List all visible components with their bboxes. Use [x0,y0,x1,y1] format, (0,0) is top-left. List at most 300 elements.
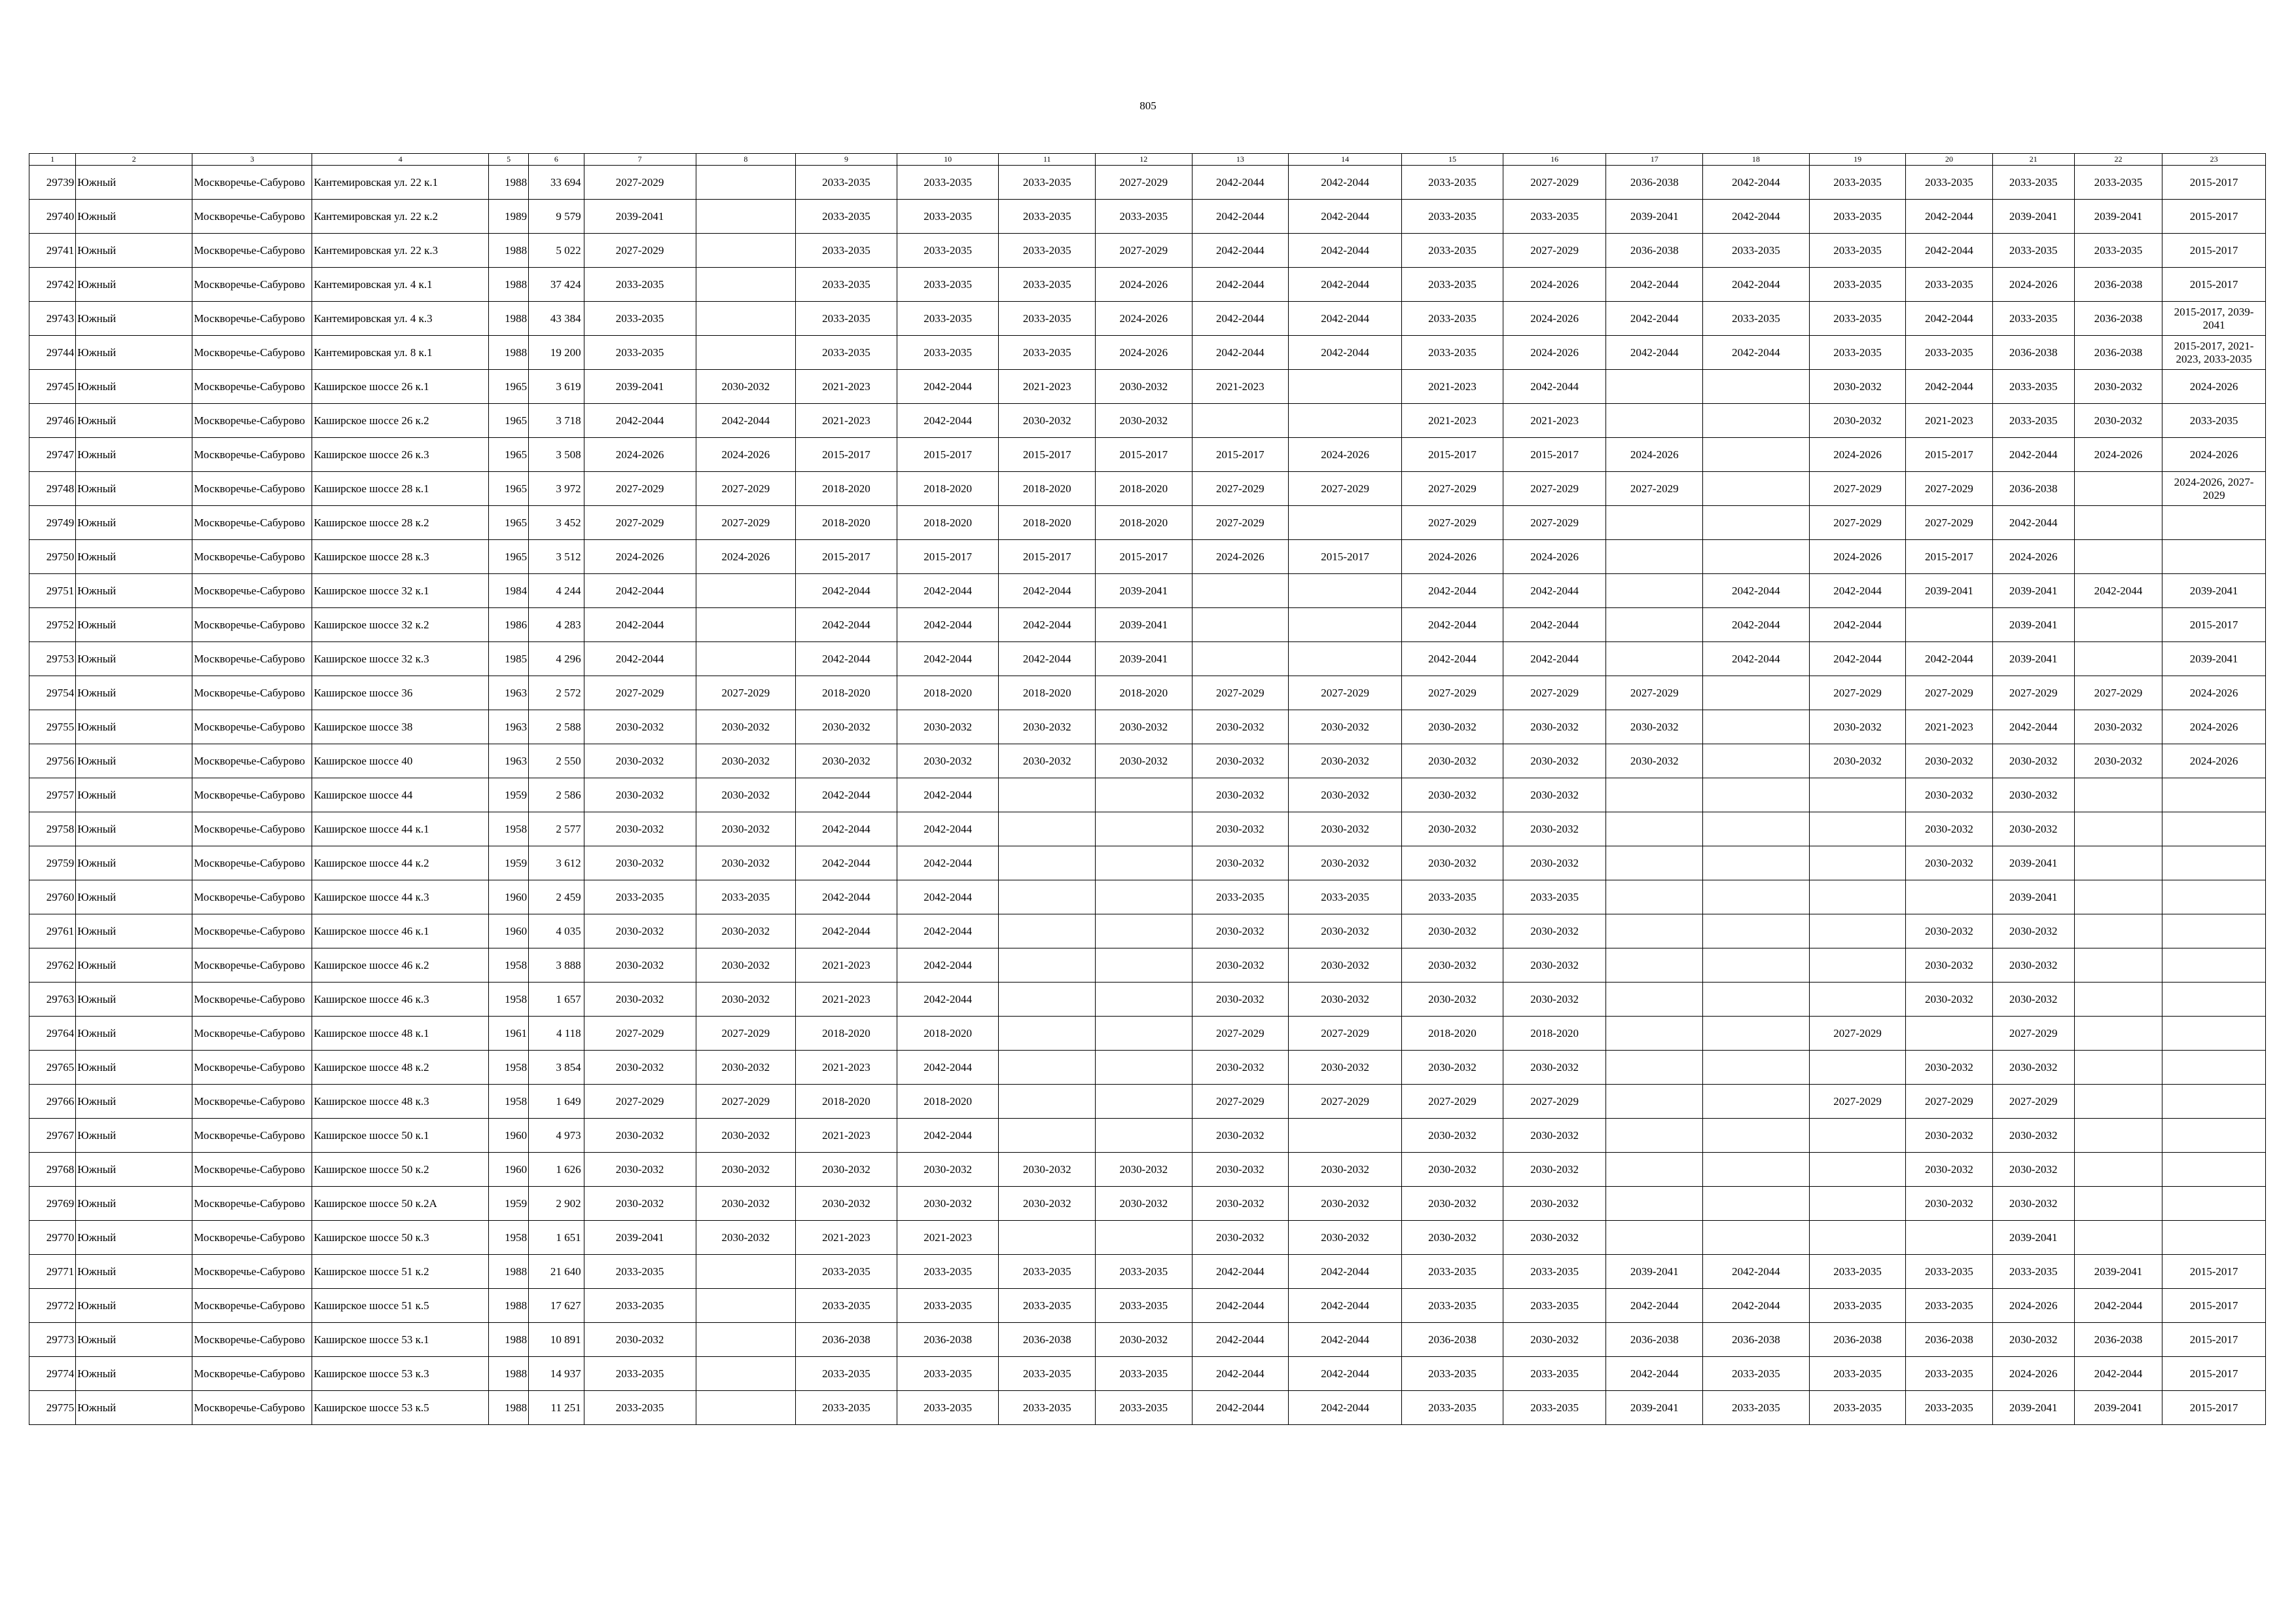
table-cell: 2015-2017 [2162,268,2266,302]
table-cell: 2042-2044 [1192,1323,1289,1357]
table-cell: 2042-2044 [999,642,1096,676]
table-cell: 1986 [489,608,529,642]
table-cell: 2042-2044 [1703,166,1810,200]
table-cell: 2033-2035 [1402,166,1503,200]
table-row [29,778,2266,812]
table-cell [696,1357,796,1391]
table-cell: Москворечье-Сабурово [192,1119,312,1153]
table-cell: 2042-2044 [897,1119,999,1153]
table-cell: 2033-2035 [1402,1289,1503,1323]
table-cell: 2030-2032 [1289,948,1402,983]
table-cell: Москворечье-Сабурово [192,302,312,336]
table-cell [1606,880,1703,914]
table-cell: 2042-2044 [584,574,696,608]
table-cell: 2030-2032 [1503,914,1606,948]
table-cell: 2 459 [529,880,584,914]
table-cell: 2015-2017 [1289,540,1402,574]
table-cell: 29770 [29,1221,76,1255]
table-cell: 2030-2032 [1503,744,1606,778]
table-row [29,166,2266,200]
table-cell [2162,1187,2266,1221]
table-cell: 2030-2032 [1192,710,1289,744]
table-cell: Москворечье-Сабурово [192,1323,312,1357]
table-cell: Москворечье-Сабурово [192,812,312,846]
table-cell: 2033-2035 [897,234,999,268]
table-cell: 2030-2032 [1503,1153,1606,1187]
table-cell: 2024-2026 [1606,438,1703,472]
column-number-header: 12 [1096,154,1193,166]
table-cell: Южный [76,608,192,642]
table-cell: 2027-2029 [1503,676,1606,710]
table-cell [1703,1017,1810,1051]
table-row [29,506,2266,540]
table-cell [1606,1085,1703,1119]
table-cell: 37 424 [529,268,584,302]
table-cell: 2042-2044 [1992,438,2074,472]
table-cell [696,608,796,642]
table-cell: 2030-2032 [1402,1221,1503,1255]
table-cell: 1960 [489,914,529,948]
table-cell [1606,1051,1703,1085]
table-cell: 2030-2032 [999,744,1096,778]
table-cell: 2042-2044 [1906,200,1992,234]
table-cell: 2030-2032 [1289,812,1402,846]
table-cell: 11 251 [529,1391,584,1425]
table-cell: 3 619 [529,370,584,404]
table-cell: 2024-2026 [2162,438,2266,472]
table-cell: 2033-2035 [999,268,1096,302]
table-cell: 3 854 [529,1051,584,1085]
table-cell: 2018-2020 [897,1085,999,1119]
table-cell: Москворечье-Сабурово [192,540,312,574]
table-cell: 2042-2044 [796,846,897,880]
table-cell [2074,472,2162,506]
table-cell: 2 588 [529,710,584,744]
table-cell: 2030-2032 [1906,812,1992,846]
table-cell: 2024-2026 [1096,336,1193,370]
table-cell: 2039-2041 [1992,846,2074,880]
table-cell [696,302,796,336]
table-cell: 2030-2032 [1096,1187,1193,1221]
table-cell [2074,1153,2162,1187]
table-cell: Москворечье-Сабурово [192,744,312,778]
table-cell: 2033-2035 [1402,1255,1503,1289]
table-cell: Москворечье-Сабурово [192,1017,312,1051]
table-cell: Южный [76,676,192,710]
table-cell: 2030-2032 [696,710,796,744]
table-cell: 2033-2035 [1809,302,1906,336]
table-cell: 2027-2029 [1503,1085,1606,1119]
column-number-header: 4 [312,154,489,166]
table-row [29,948,2266,983]
table-cell: 2018-2020 [796,1085,897,1119]
table-cell: 2021-2023 [1402,404,1503,438]
table-cell [2074,778,2162,812]
table-cell: 2030-2032 [999,710,1096,744]
table-cell: 4 035 [529,914,584,948]
table-cell: 2030-2032 [1809,370,1906,404]
table-cell: 2033-2035 [2074,166,2162,200]
table-cell: 2042-2044 [897,846,999,880]
table-cell: Каширское шоссе 40 [312,744,489,778]
table-cell: 2027-2029 [1906,1085,1992,1119]
table-cell [1703,676,1810,710]
table-cell: 2042-2044 [1289,336,1402,370]
table-row [29,1085,2266,1119]
table-cell: 2036-2038 [2074,268,2162,302]
table-cell: 2027-2029 [1096,166,1193,200]
table-row [29,676,2266,710]
table-cell: 2042-2044 [897,983,999,1017]
table-cell: 2042-2044 [1606,302,1703,336]
table-cell: 2030-2032 [1503,948,1606,983]
table-cell: 29755 [29,710,76,744]
table-cell: Кантемировская ул. 22 к.2 [312,200,489,234]
table-cell: Москворечье-Сабурово [192,404,312,438]
table-body [29,166,2266,1425]
table-cell [1606,983,1703,1017]
table-cell: 2027-2029 [1809,472,1906,506]
table-cell: 2027-2029 [1809,506,1906,540]
table-cell: 2015-2017 [897,540,999,574]
table-cell: 2015-2017 [1192,438,1289,472]
table-cell: 2018-2020 [796,1017,897,1051]
table-cell: Москворечье-Сабурово [192,200,312,234]
table-cell: 19 200 [529,336,584,370]
table-cell: Каширское шоссе 44 [312,778,489,812]
table-cell: 2042-2044 [1906,302,1992,336]
table-cell: Кантемировская ул. 4 к.3 [312,302,489,336]
table-cell: 29757 [29,778,76,812]
table-cell: Южный [76,710,192,744]
table-cell: 2033-2035 [796,166,897,200]
table-cell: 2024-2026 [1096,268,1193,302]
column-number-header: 18 [1703,154,1810,166]
table-cell [1606,812,1703,846]
table-cell: 2042-2044 [999,574,1096,608]
table-cell: 2027-2029 [1503,506,1606,540]
table-cell: 2033-2035 [999,336,1096,370]
table-cell: 29768 [29,1153,76,1187]
table-row [29,472,2266,506]
table-cell [1606,404,1703,438]
table-cell: Южный [76,506,192,540]
column-number-header: 22 [2074,154,2162,166]
table-cell: 2027-2029 [584,472,696,506]
table-cell: 2039-2041 [1992,1221,2074,1255]
table-cell: 2027-2029 [1906,676,1992,710]
table-cell [696,642,796,676]
table-cell: 2030-2032 [1402,812,1503,846]
table-cell: 2042-2044 [1289,1357,1402,1391]
table-cell: 1958 [489,1085,529,1119]
table-cell: 2033-2035 [1703,302,1810,336]
table-cell: Москворечье-Сабурово [192,574,312,608]
table-cell [1096,983,1193,1017]
table-cell: 2024-2026 [1503,302,1606,336]
table-cell: 2033-2035 [1503,880,1606,914]
table-cell: Москворечье-Сабурово [192,268,312,302]
table-cell [1809,846,1906,880]
table-cell: 2024-2026 [1289,438,1402,472]
table-cell: 4 283 [529,608,584,642]
table-cell: 2024-2026 [584,540,696,574]
table-cell: 2033-2035 [696,880,796,914]
table-cell: 2033-2035 [1809,1289,1906,1323]
table-cell: 2021-2023 [796,404,897,438]
table-cell: 2042-2044 [897,778,999,812]
table-cell: 2042-2044 [1992,506,2074,540]
column-number-header: 15 [1402,154,1503,166]
table-cell: 2033-2035 [1906,166,1992,200]
table-row [29,1017,2266,1051]
table-row [29,1153,2266,1187]
table-cell [1289,404,1402,438]
table-cell: 2033-2035 [999,1289,1096,1323]
table-cell: 2024-2026 [1992,1289,2074,1323]
table-cell: 2042-2044 [897,370,999,404]
table-cell: 2036-2038 [1606,1323,1703,1357]
table-cell: 2039-2041 [1096,608,1193,642]
table-cell: Москворечье-Сабурово [192,336,312,370]
table-cell: 2018-2020 [999,506,1096,540]
table-cell: 2042-2044 [796,880,897,914]
table-cell: 2033-2035 [1402,1357,1503,1391]
table-cell: Каширское шоссе 32 к.1 [312,574,489,608]
table-cell [999,1085,1096,1119]
table-cell: 2033-2035 [1096,1289,1193,1323]
table-cell: 2033-2035 [1906,1289,1992,1323]
table-cell: 2033-2035 [999,200,1096,234]
table-cell: 2027-2029 [1503,234,1606,268]
table-cell: 2042-2044 [1703,336,1810,370]
table-cell [1606,506,1703,540]
table-cell: 29739 [29,166,76,200]
table-cell: 2030-2032 [1192,1051,1289,1085]
table-cell: 29747 [29,438,76,472]
table-cell: Москворечье-Сабурово [192,710,312,744]
table-cell: 2030-2032 [1503,812,1606,846]
table-cell: Кантемировская ул. 22 к.3 [312,234,489,268]
table-cell: 2042-2044 [1703,200,1810,234]
table-cell: 2042-2044 [1192,336,1289,370]
table-cell: 2030-2032 [1096,1153,1193,1187]
table-cell [1809,1119,1906,1153]
table-row [29,1357,2266,1391]
table-cell: 2042-2044 [1809,574,1906,608]
table-cell: 2018-2020 [1096,676,1193,710]
table-cell: 2030-2032 [696,812,796,846]
table-cell [2074,1051,2162,1085]
table-cell [2162,812,2266,846]
table-cell: Южный [76,1357,192,1391]
table-cell [2162,1017,2266,1051]
table-cell: 2042-2044 [796,914,897,948]
table-row [29,438,2266,472]
table-cell: 2033-2035 [1503,1391,1606,1425]
table-cell: 2033-2035 [1402,880,1503,914]
table-cell: 2027-2029 [696,1017,796,1051]
table-cell [1703,744,1810,778]
table-cell: 2039-2041 [1992,574,2074,608]
column-number-header: 10 [897,154,999,166]
table-cell [2074,1187,2162,1221]
table-row [29,1323,2266,1357]
table-cell: 2030-2032 [1289,914,1402,948]
table-cell: Южный [76,540,192,574]
table-cell [2162,540,2266,574]
table-row [29,846,2266,880]
table-cell: 2015-2017 [796,540,897,574]
table-cell: 2024-2026 [696,438,796,472]
table-cell: 2030-2032 [1096,1323,1193,1357]
table-cell: 1959 [489,1187,529,1221]
table-cell: 29753 [29,642,76,676]
table-cell: 2030-2032 [584,744,696,778]
table-cell [1096,812,1193,846]
table-cell [1703,812,1810,846]
table-cell: 2027-2029 [1906,506,1992,540]
table-cell: 2039-2041 [584,370,696,404]
table-cell: 2030-2032 [1289,778,1402,812]
table-cell: 2030-2032 [1402,778,1503,812]
table-cell: 29751 [29,574,76,608]
table-cell [1606,778,1703,812]
table-row [29,744,2266,778]
table-cell: 1988 [489,302,529,336]
table-cell: 2030-2032 [1992,1051,2074,1085]
table-cell: 2030-2032 [584,948,696,983]
table-row [29,880,2266,914]
table-cell: Москворечье-Сабурово [192,1357,312,1391]
table-cell: 5 022 [529,234,584,268]
table-cell: Южный [76,574,192,608]
table-cell: 2042-2044 [1809,642,1906,676]
table-cell [1809,983,1906,1017]
table-cell: 2015-2017 [2162,166,2266,200]
table-cell [1703,846,1810,880]
table-cell: 1 657 [529,983,584,1017]
table-cell: 2042-2044 [1606,268,1703,302]
table-row [29,1289,2266,1323]
table-cell: 2030-2032 [1992,1323,2074,1357]
table-cell [999,846,1096,880]
table-cell: 2027-2029 [1992,676,2074,710]
table-cell: 29769 [29,1187,76,1221]
table-cell: 2018-2020 [897,506,999,540]
table-cell: 33 694 [529,166,584,200]
table-cell [1703,710,1810,744]
table-cell: 29754 [29,676,76,710]
table-cell [2074,880,2162,914]
table-cell: 2030-2032 [1906,1187,1992,1221]
table-cell: 2033-2035 [584,1357,696,1391]
table-cell: 1988 [489,1323,529,1357]
table-cell: Южный [76,914,192,948]
table-cell: 2033-2035 [1992,234,2074,268]
table-cell: 2039-2041 [1606,200,1703,234]
table-cell: 2027-2029 [584,234,696,268]
table-row [29,1119,2266,1153]
table-cell: 1988 [489,234,529,268]
table-cell: 3 972 [529,472,584,506]
column-number-header: 19 [1809,154,1906,166]
table-cell: 2030-2032 [1992,778,2074,812]
table-cell: 2042-2044 [897,608,999,642]
table-cell: 2042-2044 [1289,1255,1402,1289]
table-cell: 2030-2032 [1906,1051,1992,1085]
table-cell: 2039-2041 [584,1221,696,1255]
table-cell: 2015-2017 [2162,1357,2266,1391]
table-cell: Южный [76,1289,192,1323]
table-cell: 2033-2035 [999,1391,1096,1425]
table-cell [1606,1119,1703,1153]
table-cell: 2033-2035 [1703,1391,1810,1425]
table-cell: 2027-2029 [1096,234,1193,268]
table-cell: 2024-2026 [584,438,696,472]
table-cell [1703,948,1810,983]
table-cell: 2042-2044 [1192,302,1289,336]
table-cell [1289,370,1402,404]
table-cell: Южный [76,983,192,1017]
table-cell: 1965 [489,540,529,574]
table-cell: 2030-2032 [1402,846,1503,880]
table-cell: 2030-2032 [1402,914,1503,948]
table-cell: 2030-2032 [1906,1119,1992,1153]
table-cell: Южный [76,1051,192,1085]
table-cell: 2042-2044 [1992,710,2074,744]
table-cell: 2015-2017 [1096,540,1193,574]
column-number-header: 9 [796,154,897,166]
table-cell: Каширское шоссе 51 к.5 [312,1289,489,1323]
table-cell: Каширское шоссе 36 [312,676,489,710]
table-cell: 2042-2044 [1289,268,1402,302]
table-cell: 2021-2023 [796,1221,897,1255]
table-cell [999,1051,1096,1085]
table-cell: 2021-2023 [796,370,897,404]
table-cell: 2042-2044 [2074,574,2162,608]
table-cell: 2039-2041 [1906,574,1992,608]
table-cell: 2024-2026 [2162,370,2266,404]
table-cell: 3 512 [529,540,584,574]
table-cell: Каширское шоссе 28 к.2 [312,506,489,540]
table-cell [2074,914,2162,948]
table-cell: 2033-2035 [999,302,1096,336]
column-number-header: 13 [1192,154,1289,166]
table-cell: Южный [76,1391,192,1425]
table-cell: 1989 [489,200,529,234]
table-cell: Москворечье-Сабурово [192,778,312,812]
table-cell: 2015-2017 [999,438,1096,472]
table-cell [1703,438,1810,472]
table-cell: 2030-2032 [584,983,696,1017]
table-cell [999,983,1096,1017]
table-cell: 2042-2044 [1703,268,1810,302]
table-cell: 2030-2032 [584,812,696,846]
table-cell: 2015-2017, 2039-2041 [2162,302,2266,336]
table-cell: 2018-2020 [1402,1017,1503,1051]
table-cell: 29762 [29,948,76,983]
table-cell: 2024-2026 [2162,710,2266,744]
table-cell [1809,778,1906,812]
table-cell: 2018-2020 [796,472,897,506]
table-cell: 1963 [489,676,529,710]
table-cell [2162,983,2266,1017]
table-cell: 29741 [29,234,76,268]
table-cell [696,234,796,268]
table-cell [1192,404,1289,438]
table-cell [1096,778,1193,812]
